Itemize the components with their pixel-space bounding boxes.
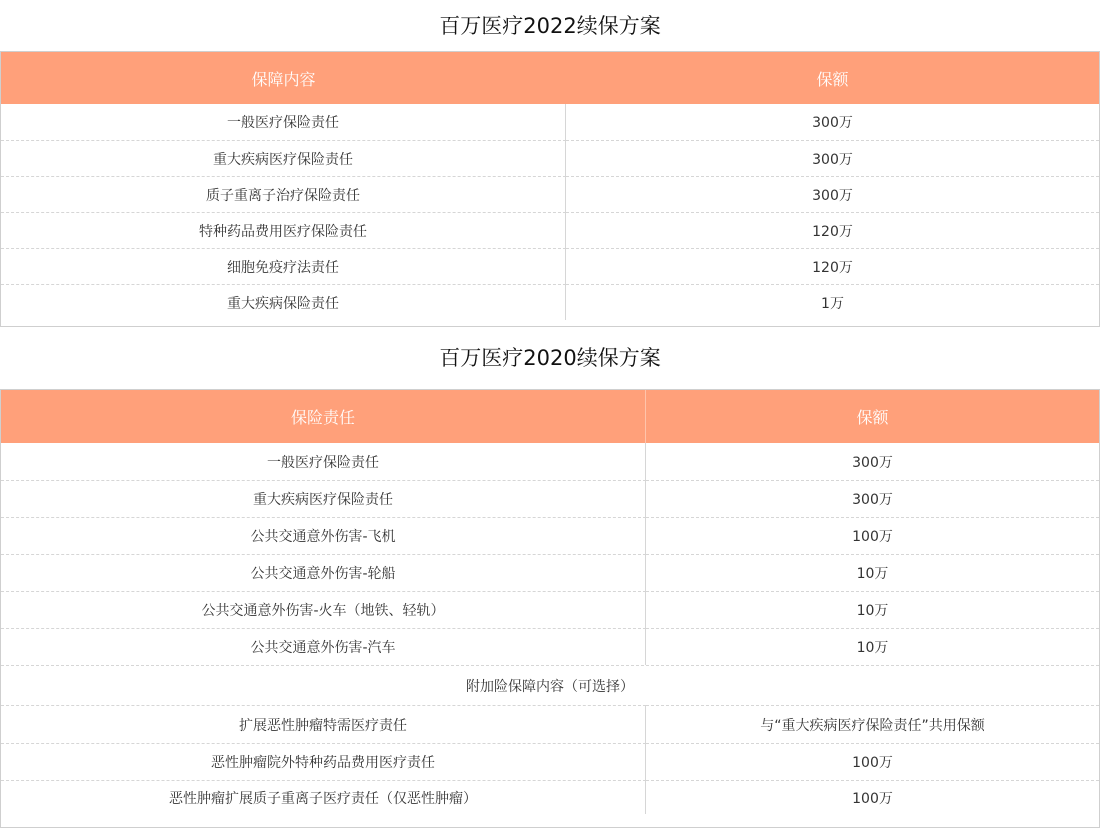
table-row bbox=[1, 743, 1099, 780]
header-coverage: 保险责任 bbox=[1, 390, 646, 443]
amount-cell: 120万 bbox=[566, 212, 1099, 248]
amount-cell: 300万 bbox=[566, 176, 1099, 212]
coverage-cell: 重大疾病保险责任 bbox=[1, 284, 566, 320]
table-row bbox=[1, 480, 1099, 517]
table-row bbox=[1, 705, 1099, 743]
coverage-cell: 公共交通意外伤害-火车（地铁、轻轨） bbox=[1, 591, 646, 628]
coverage-cell: 细胞免疫疗法责任 bbox=[1, 248, 566, 284]
coverage-cell: 恶性肿瘤院外特种药品费用医疗责任 bbox=[1, 743, 646, 780]
plan-2022-table bbox=[0, 51, 1100, 327]
plan-2020-title: 百万医疗2020续保方案 bbox=[439, 346, 661, 370]
amount-cell: 与“重大疾病医疗保险责任”共用保额 bbox=[646, 705, 1099, 743]
amount-cell: 300万 bbox=[566, 140, 1099, 176]
table-row bbox=[1, 517, 1099, 554]
header-amount: 保额 bbox=[856, 408, 889, 427]
amount-cell: 100万 bbox=[646, 517, 1099, 554]
coverage-cell: 重大疾病医疗保险责任 bbox=[1, 480, 646, 517]
amount-cell: 300万 bbox=[852, 454, 893, 471]
table-header bbox=[1, 390, 1099, 443]
coverage-cell: 一般医疗保险责任 bbox=[1, 443, 646, 480]
table-row bbox=[1, 104, 1099, 140]
amount-cell: 300万 bbox=[646, 480, 1099, 517]
table-row bbox=[1, 443, 1099, 480]
amount-cell: 10万 bbox=[646, 628, 1099, 665]
coverage-cell: 一般医疗保险责任 bbox=[1, 104, 566, 140]
amount-cell: 10万 bbox=[646, 591, 1099, 628]
table-header bbox=[1, 52, 1099, 104]
coverage-cell: 重大疾病医疗保险责任 bbox=[1, 140, 566, 176]
coverage-cell: 恶性肿瘤扩展质子重离子医疗责任（仅恶性肿瘤） bbox=[1, 780, 646, 814]
amount-cell: 300万 bbox=[812, 115, 853, 131]
addon-section-row bbox=[1, 665, 1099, 705]
amount-cell: 1万 bbox=[566, 284, 1099, 320]
amount-cell: 100万 bbox=[646, 780, 1099, 814]
amount-cell: 10万 bbox=[646, 554, 1099, 591]
addon-section-label: 附加险保障内容（可选择） bbox=[1, 665, 1099, 705]
table-row bbox=[1, 284, 1099, 320]
plan-2022-title: 百万医疗2022续保方案 bbox=[439, 14, 661, 38]
header-coverage: 保障内容 bbox=[251, 69, 316, 89]
header-amount: 保额 bbox=[816, 69, 849, 89]
amount-cell: 120万 bbox=[566, 248, 1099, 284]
amount-cell: 100万 bbox=[646, 743, 1099, 780]
table-row bbox=[1, 212, 1099, 248]
table-row bbox=[1, 140, 1099, 176]
coverage-cell: 特种药品费用医疗保险责任 bbox=[1, 212, 566, 248]
plan-2020-table bbox=[0, 389, 1100, 828]
coverage-cell: 公共交通意外伤害-飞机 bbox=[1, 517, 646, 554]
coverage-cell: 公共交通意外伤害-汽车 bbox=[1, 628, 646, 665]
coverage-cell: 质子重离子治疗保险责任 bbox=[1, 176, 566, 212]
coverage-cell: 公共交通意外伤害-轮船 bbox=[1, 554, 646, 591]
table-row bbox=[1, 591, 1099, 628]
table-row bbox=[1, 628, 1099, 665]
table-row bbox=[1, 176, 1099, 212]
table-row bbox=[1, 248, 1099, 284]
table-row bbox=[1, 554, 1099, 591]
table-row bbox=[1, 780, 1099, 814]
coverage-cell: 扩展恶性肿瘤特需医疗责任 bbox=[1, 705, 646, 743]
